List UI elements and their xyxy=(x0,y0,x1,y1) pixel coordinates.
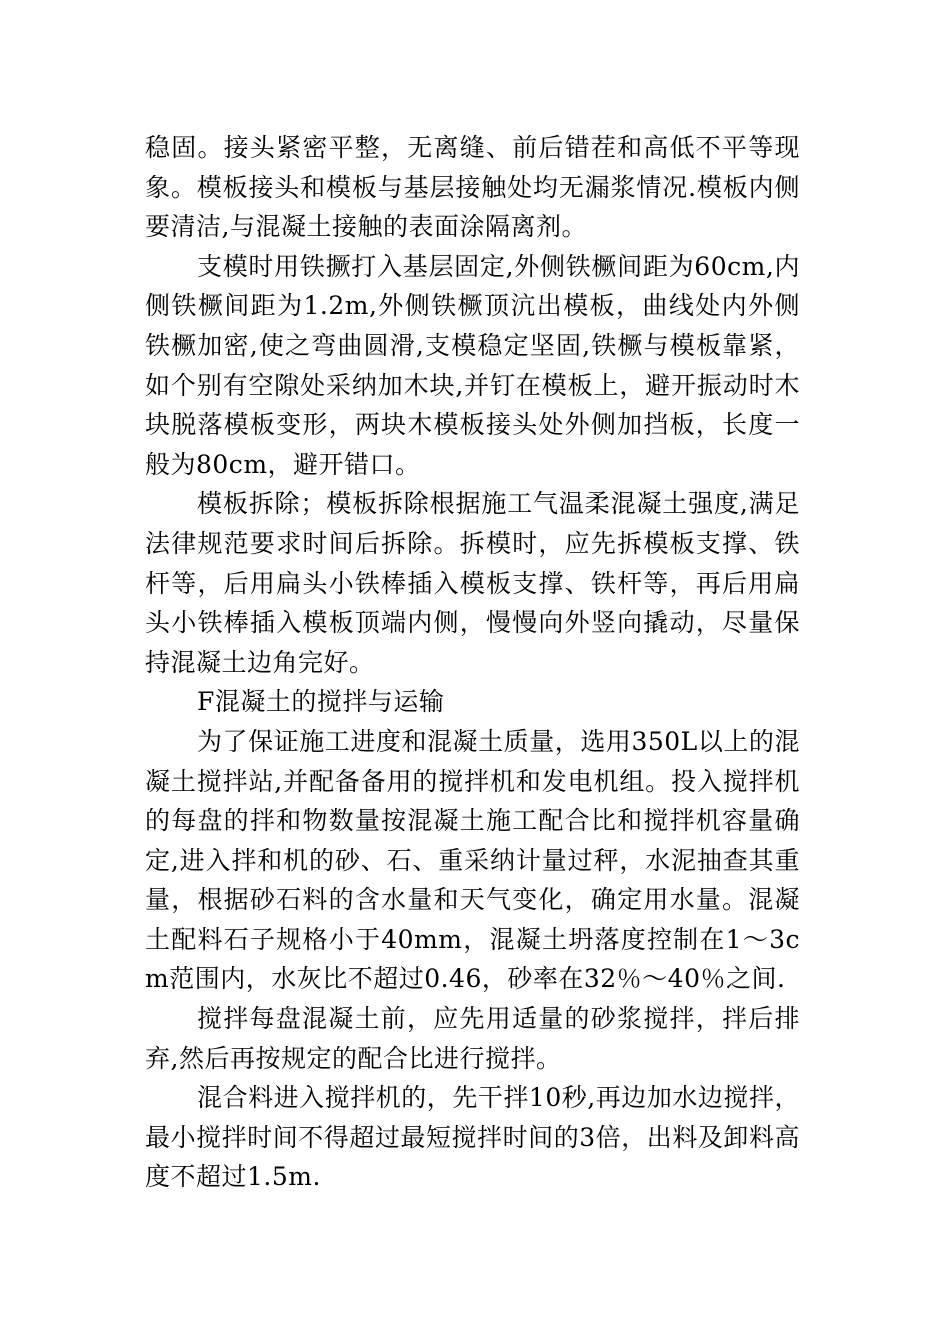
paragraph-formwork-removal: 模板拆除；模板拆除根据施工气温柔混凝土强度,满足法律规范要求时间后拆除。拆模时，应先拆模板支撑、铁杆等，后用扁头小铁棒插入模板支撑、铁杆等，再后用扁头小铁棒插入模板顶端内侧，慢慢向外竖向撬动，尽量保持混凝土边角完好。 xyxy=(145,489,800,677)
paragraph-mixing-time: 混合料进入搅拌机的，先干拌10秒,再边加水边搅拌，最小搅拌时间不得超过最短搅拌时间的3倍，出料及卸料高度不超过1.5m. xyxy=(145,1083,800,1192)
document-page xyxy=(145,128,800,1197)
paragraph-mixing-station: 为了保证施工进度和混凝土质量，选用350L以上的混凝土搅拌站,并配备备用的搅拌机和发电机组。投入搅拌机的每盘的拌和物数量按混凝土施工配合比和搅拌机容量确定,进入拌和机的砂、石、重采纳计量过秤，水泥抽查其重量，根据砂石料的含水量和天气变化，确定用水量。混凝土配料石子规格小于40mm，混凝土坍落度控制在1～3cm范围内，水灰比不超过0.46，砂率在32％～40％之间. xyxy=(145,726,800,994)
paragraph-formwork-support: 支模时用铁撅打入基层固定,外侧铁橛间距为60cm,内侧铁橛间距为1.2m,外侧铁橛顶沆出模板，曲线处内外侧铁橛加密,使之弯曲圆滑,支模稳定坚固,铁橛与模板靠紧，如个别有空隙处采纳加木块,并钉在模板上，避开振动时木块脱落模板变形，两块木模板接头处外侧加挡板，长度一般为80cm，避开错口。 xyxy=(145,251,800,479)
paragraph-formwork-joints: 稳固。接头紧密平整，无离缝、前后错茬和高低不平等现象。模板接头和模板与基层接触处均无漏浆情况.模板内侧要清洁,与混凝土接触的表面涂隔离剂。 xyxy=(145,133,800,242)
section-heading-mixing-transport: F混凝土的搅拌与运输 xyxy=(197,687,445,717)
paragraph-mortar-premix: 搅拌每盘混凝土前，应先用适量的砂浆搅拌，拌后排弃,然后再按规定的配合比进行搅拌。 xyxy=(145,1004,800,1073)
